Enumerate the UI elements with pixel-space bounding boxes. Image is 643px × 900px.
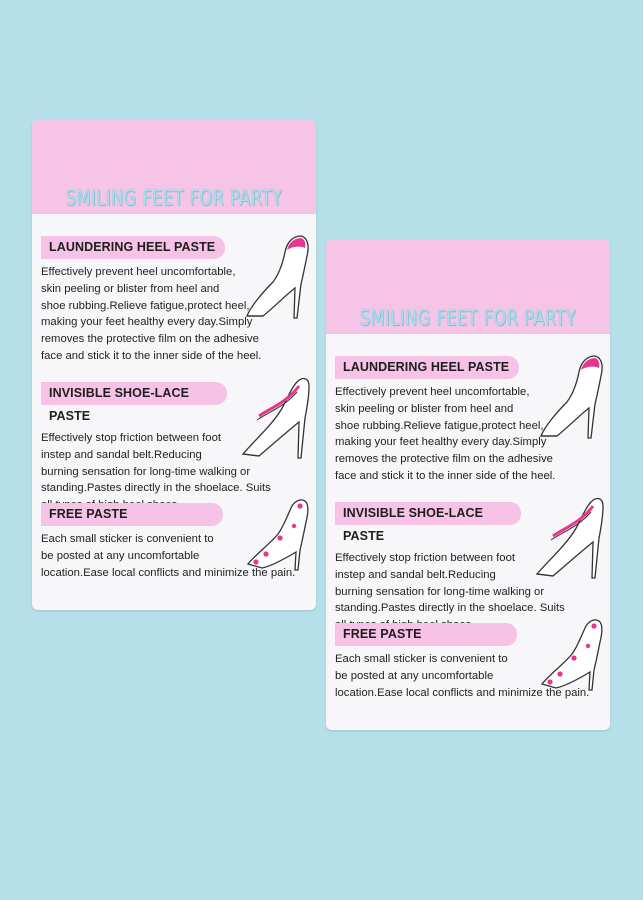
- body-line: removes the protective film on the adhesive: [41, 333, 259, 346]
- body-line: be posted at any uncomfortable: [41, 549, 200, 562]
- section-heading: LAUNDERING HEEL PASTE: [335, 356, 519, 379]
- heel-pad-shoe-icon: [531, 346, 607, 442]
- body-line: making your feet healthy every day.Simply: [41, 316, 253, 329]
- body-line: making your feet healthy every day.Simply: [335, 436, 547, 449]
- body-line: location.Ease local conflicts and minimize the pain.: [335, 686, 590, 699]
- body-line: location.Ease local conflicts and minimize the pain.: [41, 566, 296, 579]
- body-line: Effectively stop friction between foot: [335, 552, 516, 564]
- body-line: shoe rubbing.Relieve fatigue,protect heel,: [41, 299, 250, 312]
- instruction-card-1: [32, 120, 316, 610]
- body-line: skin peeling or blister from heel and: [41, 282, 220, 295]
- body-line: shoe rubbing.Relieve fatigue,protect heel,: [335, 419, 544, 432]
- body-line: standing.Pastes directly in the shoelace. Suits: [335, 602, 565, 615]
- instruction-card-2: [326, 240, 610, 730]
- body-line: Effectively stop friction between foot: [41, 432, 222, 444]
- section-heading: FREE PASTE: [41, 503, 223, 526]
- body-line: burning sensation for long-time walking or: [41, 465, 251, 478]
- body-line: burning sensation for long-time walking or: [335, 585, 545, 598]
- body-line: Effectively prevent heel uncomfortable,: [41, 266, 236, 278]
- sandal-strap-icon: [531, 484, 607, 582]
- section-heading: INVISIBLE SHOE-LACE PASTE: [335, 502, 521, 525]
- body-line: instep and sandal belt.Reducing: [41, 448, 202, 461]
- body-line: face and stick it to the inner side of the heel.: [335, 469, 556, 482]
- dotted-shoe-icon: [242, 492, 312, 574]
- section-heading: INVISIBLE SHOE-LACE PASTE: [41, 382, 227, 405]
- heel-pad-shoe-icon: [237, 226, 313, 322]
- body-line: removes the protective film on the adhesive: [335, 453, 553, 466]
- card-title: SMILING FEET FOR PARTY: [65, 186, 283, 210]
- section-heading: LAUNDERING HEEL PASTE: [41, 236, 225, 259]
- body-line: Each small sticker is convenient to: [335, 653, 508, 665]
- body-line: Each small sticker is convenient to: [41, 533, 214, 545]
- body-line: face and stick it to the inner side of the heel.: [41, 349, 262, 362]
- body-line: be posted at any uncomfortable: [335, 669, 494, 682]
- card-header: [326, 240, 610, 334]
- body-line: skin peeling or blister from heel and: [335, 402, 514, 415]
- sandal-strap-icon: [237, 364, 313, 462]
- card-title: SMILING FEET FOR PARTY: [359, 306, 577, 330]
- section-heading: FREE PASTE: [335, 623, 517, 646]
- body-line: Effectively prevent heel uncomfortable,: [335, 386, 530, 398]
- body-line: instep and sandal belt.Reducing: [335, 568, 496, 581]
- body-line: standing.Pastes directly in the shoelace. Suits: [41, 482, 271, 495]
- card-header: [32, 120, 316, 214]
- dotted-shoe-icon: [536, 612, 606, 694]
